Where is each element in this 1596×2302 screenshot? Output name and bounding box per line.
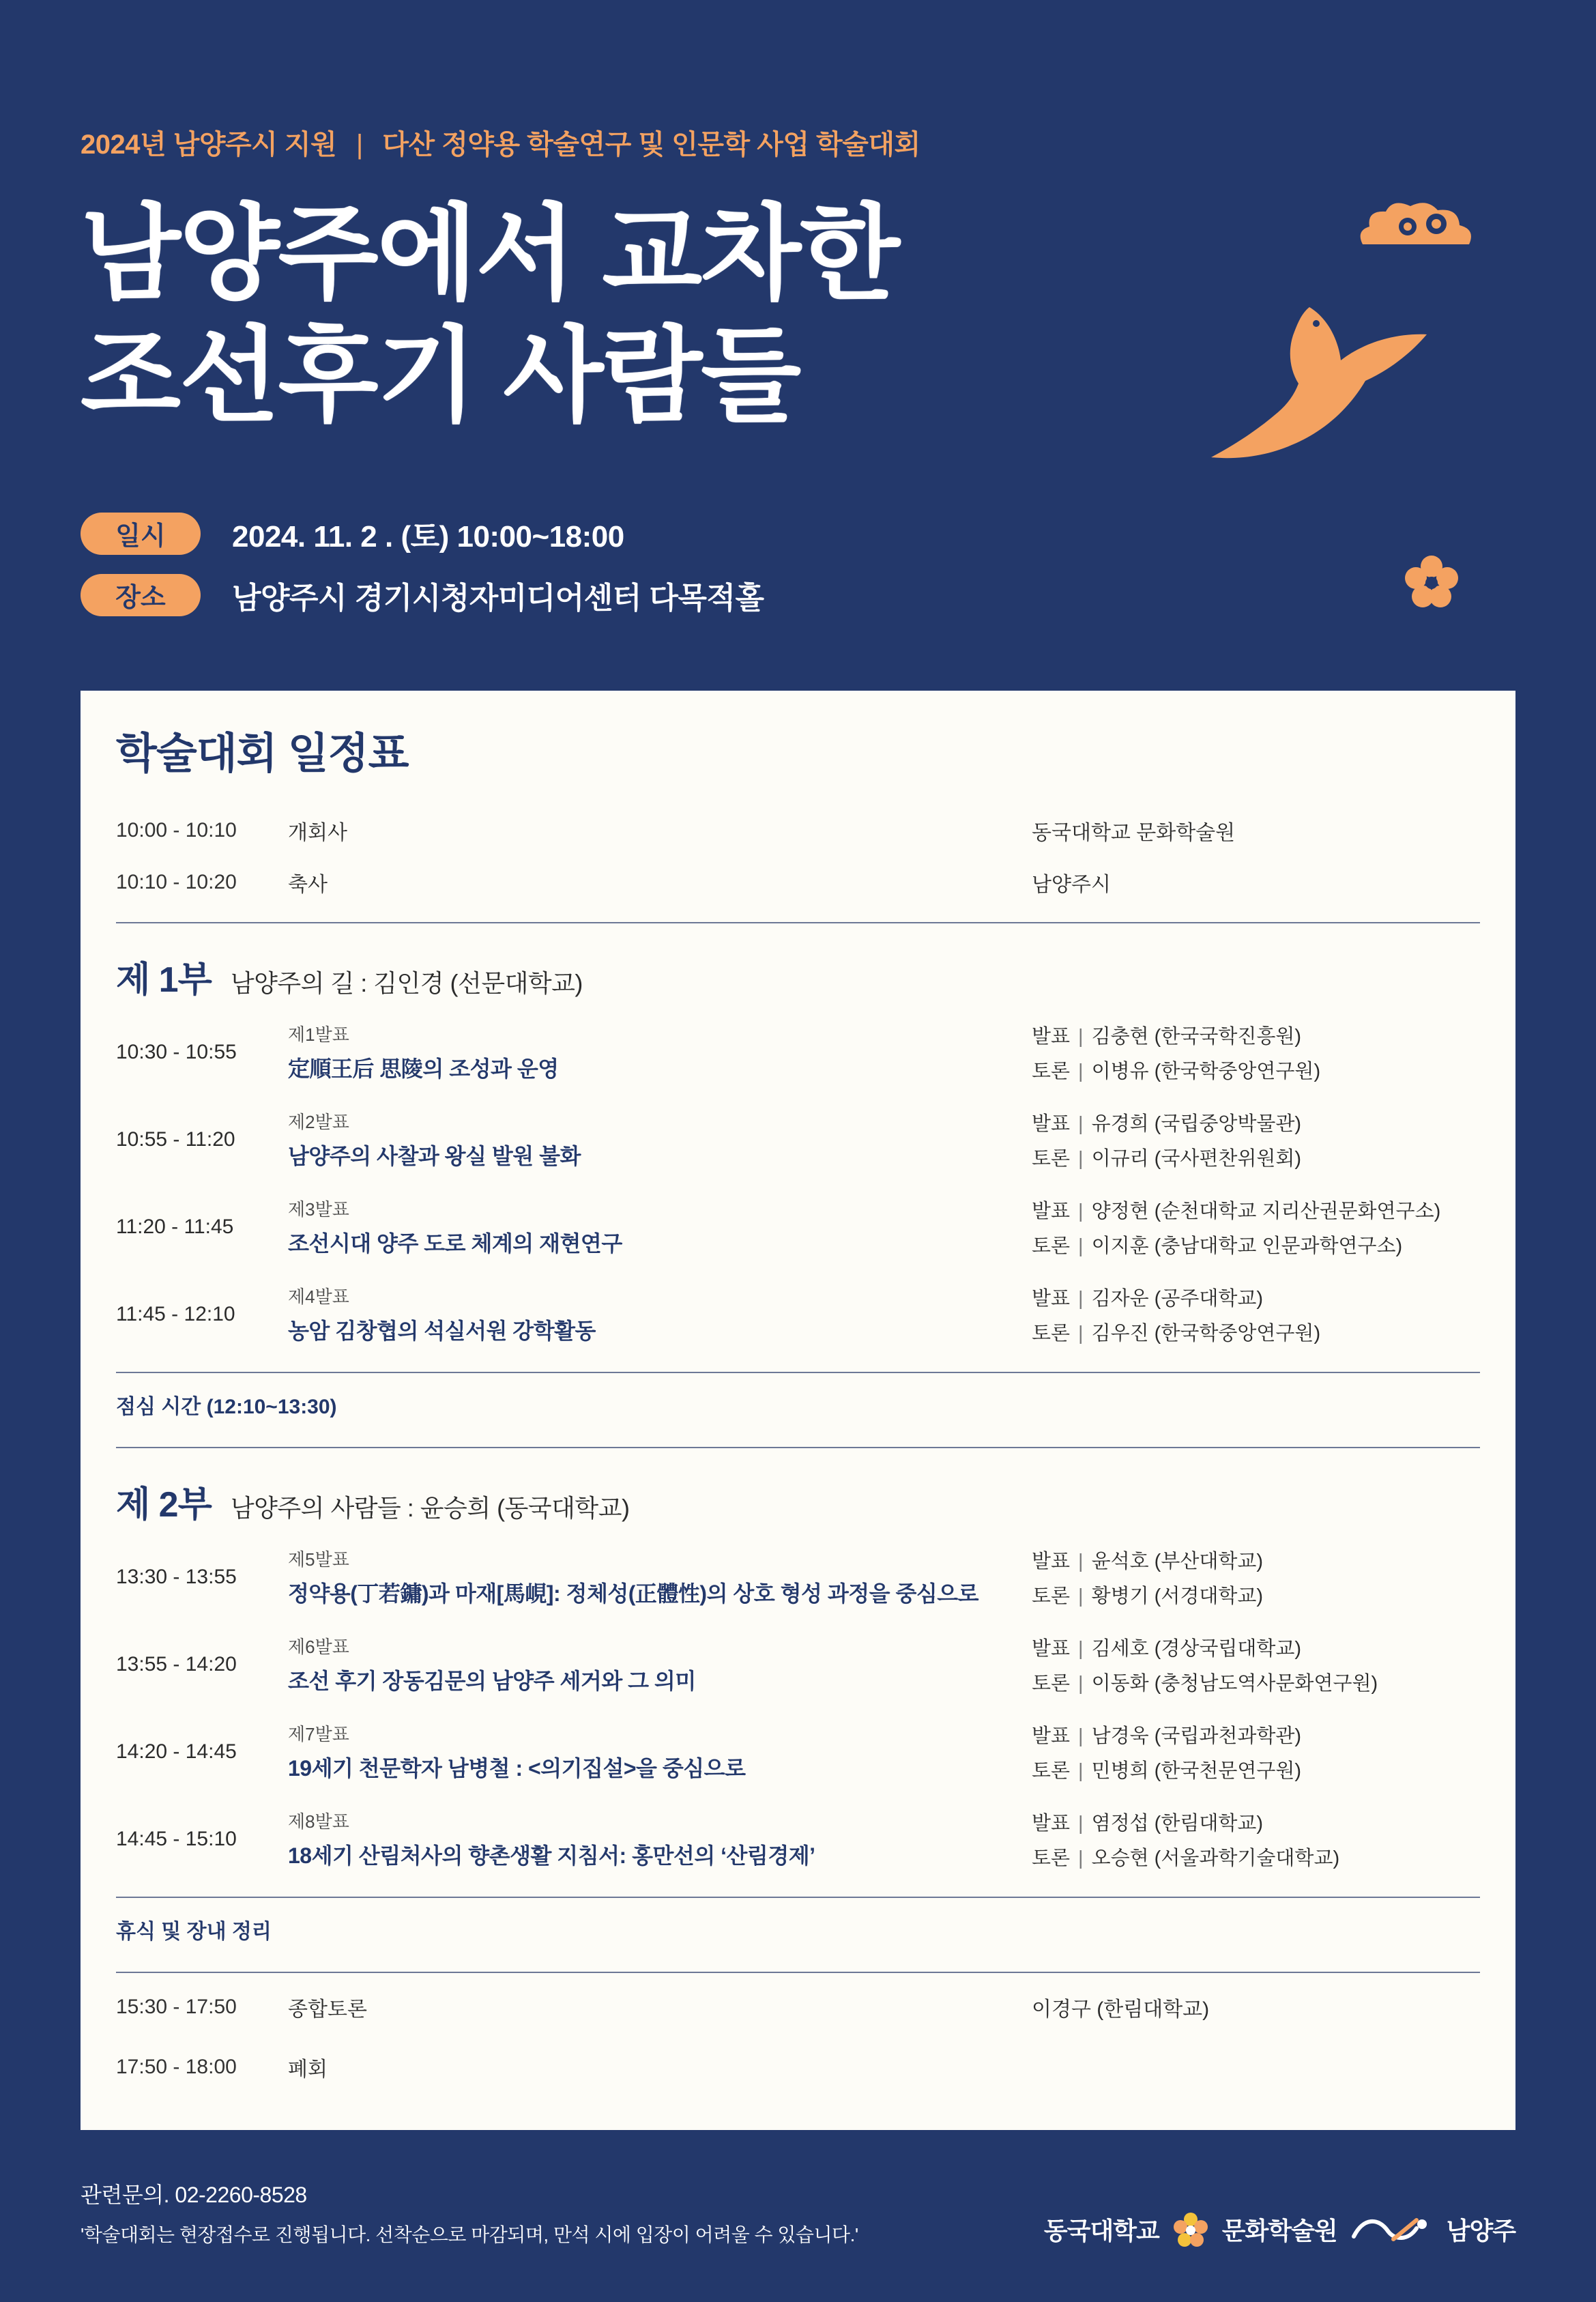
table-row bbox=[111, 805, 1485, 857]
presenter-role: 발표 bbox=[1032, 1637, 1071, 1660]
blossom-icon bbox=[1402, 553, 1461, 612]
row-time: 15:30 - 17:50 bbox=[116, 1995, 237, 2018]
table-row bbox=[111, 857, 1485, 908]
discussant-name: 오승현 (서울과학기술대학교) bbox=[1091, 1847, 1340, 1869]
session-discussant bbox=[1032, 1668, 1480, 1696]
session-row bbox=[111, 1621, 1485, 1708]
row-what: 개회사 bbox=[288, 821, 347, 844]
session-topic: 조선 후기 장동김문의 남양주 세거와 그 의미 bbox=[288, 1669, 696, 1694]
session-time: 11:20 - 11:45 bbox=[116, 1215, 234, 1238]
discussant-role: 토론 bbox=[1032, 1847, 1071, 1869]
session-time: 14:20 - 14:45 bbox=[116, 1740, 237, 1763]
session-presenter bbox=[1032, 1633, 1480, 1661]
session-topic: 19세기 천문학자 남병철 : <의기집설>을 중심으로 bbox=[288, 1756, 746, 1781]
part-1-number: 제 1부 bbox=[116, 960, 212, 1000]
event-kicker bbox=[81, 0, 1515, 162]
logo-city: 남양주 bbox=[1446, 2217, 1515, 2245]
discussant-name: 민병희 (한국천문연구원) bbox=[1091, 1759, 1302, 1782]
place-label-badge: 장소 bbox=[81, 574, 201, 616]
schedule-title: 학술대회 일정표 bbox=[116, 730, 409, 777]
schedule-header bbox=[111, 691, 1485, 805]
presenter-name: 유경희 (국립중앙박물관) bbox=[1091, 1112, 1302, 1135]
session-row bbox=[111, 1796, 1485, 1883]
sep: | bbox=[1078, 1847, 1084, 1869]
session-number: 제3발표 bbox=[288, 1199, 349, 1220]
session-row bbox=[111, 1096, 1485, 1183]
sep: | bbox=[1078, 1725, 1084, 1747]
title-line-2: 조선후기 사람들 bbox=[81, 318, 800, 435]
sep: | bbox=[1078, 1812, 1084, 1835]
session-row bbox=[111, 1271, 1485, 1358]
kicker-left: 2024년 남양주시 지원 bbox=[81, 130, 337, 160]
logo-university: 동국대학교 bbox=[1043, 2217, 1159, 2245]
cloud-icon bbox=[1356, 197, 1479, 258]
sep: | bbox=[1078, 1235, 1084, 1257]
footer-disclaimer: '학술대회는 현장접수로 진행됩니다. 선착순으로 마감되며, 만석 시에 입장이 어려울 수 있습니다.' bbox=[81, 2224, 858, 2245]
presenter-role: 발표 bbox=[1032, 1200, 1071, 1222]
presenter-name: 김세호 (경상국립대학교) bbox=[1091, 1637, 1302, 1660]
session-row bbox=[111, 1708, 1485, 1796]
sep: | bbox=[1078, 1060, 1084, 1082]
row-who: 남양주시 bbox=[1032, 873, 1111, 896]
info-row-date bbox=[81, 512, 1515, 556]
presenter-name: 염정섭 (한림대학교) bbox=[1091, 1812, 1264, 1835]
row-time: 10:10 - 10:20 bbox=[116, 870, 237, 893]
discussant-name: 김우진 (한국학중앙연구원) bbox=[1091, 1322, 1321, 1344]
discussant-role: 토론 bbox=[1032, 1060, 1071, 1082]
row-time: 10:00 - 10:10 bbox=[116, 818, 237, 841]
discussant-role: 토론 bbox=[1032, 1235, 1071, 1257]
presenter-name: 윤석호 (부산대학교) bbox=[1091, 1550, 1264, 1572]
session-discussant bbox=[1032, 1843, 1480, 1871]
session-number: 제8발표 bbox=[288, 1811, 349, 1832]
discussant-role: 토론 bbox=[1032, 1322, 1071, 1344]
presenter-name: 김충현 (한국국학진흥원) bbox=[1091, 1025, 1302, 1048]
sep: | bbox=[1078, 1759, 1084, 1782]
sep: | bbox=[1078, 1672, 1084, 1695]
session-time: 13:55 - 14:20 bbox=[116, 1652, 237, 1675]
session-number: 제7발표 bbox=[288, 1724, 349, 1745]
session-row bbox=[111, 1534, 1485, 1621]
sep: | bbox=[1078, 1550, 1084, 1572]
presenter-role: 발표 bbox=[1032, 1550, 1071, 1572]
session-time: 10:30 - 10:55 bbox=[116, 1040, 237, 1063]
info-row-place bbox=[81, 573, 1515, 617]
sep: | bbox=[1078, 1637, 1084, 1660]
row-who: 이경구 (한림대학교) bbox=[1032, 1998, 1210, 2021]
session-topic: 조선시대 양주 도로 체계의 재현연구 bbox=[288, 1231, 622, 1256]
session-presenter bbox=[1032, 1283, 1480, 1311]
session-topic: 농암 김창협의 석실서원 강학활동 bbox=[288, 1319, 596, 1344]
sep: | bbox=[1078, 1287, 1084, 1310]
place-value: 남양주시 경기시청자미디어센터 다목적홀 bbox=[232, 581, 764, 615]
session-presenter bbox=[1032, 1721, 1480, 1749]
title-line-1: 남양주에서 교차한 bbox=[81, 196, 899, 312]
contact-info: 관련문의. 02-2260-8528 bbox=[81, 2182, 307, 2207]
session-number: 제4발표 bbox=[288, 1286, 349, 1308]
discussant-name: 이지훈 (충남대학교 인문과학연구소) bbox=[1091, 1235, 1403, 1257]
session-discussant bbox=[1032, 1581, 1480, 1609]
presenter-role: 발표 bbox=[1032, 1725, 1071, 1747]
discussant-role: 토론 bbox=[1032, 1672, 1071, 1695]
part-2-number: 제 2부 bbox=[116, 1484, 212, 1525]
city-logo-mark-icon bbox=[1351, 2213, 1433, 2246]
session-presenter bbox=[1032, 1108, 1480, 1136]
session-topic: 남양주의 사찰과 왕실 발원 불화 bbox=[288, 1144, 581, 1169]
session-discussant bbox=[1032, 1231, 1480, 1258]
session-discussant bbox=[1032, 1318, 1480, 1346]
session-row bbox=[111, 1183, 1485, 1271]
session-presenter bbox=[1032, 1546, 1480, 1574]
session-topic: 정약용(丁若鏞)과 마재[馬峴]: 정체성(正體性)의 상호 형성 과정을 중심으로 bbox=[288, 1581, 979, 1607]
discussant-role: 토론 bbox=[1032, 1759, 1071, 1782]
discussant-name: 이동화 (충청남도역사문화연구원) bbox=[1091, 1672, 1378, 1695]
session-topic: 18세기 산림처사의 향촌생활 지침서: 홍만선의 ‘산림경제’ bbox=[288, 1843, 815, 1869]
discussant-role: 토론 bbox=[1032, 1585, 1071, 1607]
discussant-name: 황병기 (서경대학교) bbox=[1091, 1585, 1264, 1607]
presenter-name: 남경욱 (국립과천과학관) bbox=[1091, 1725, 1302, 1747]
sep: | bbox=[1078, 1147, 1084, 1170]
session-time: 11:45 - 12:10 bbox=[116, 1302, 235, 1325]
presenter-role: 발표 bbox=[1032, 1812, 1071, 1835]
date-value: 2024. 11. 2 . (토) 10:00~18:00 bbox=[232, 519, 624, 553]
presenter-name: 양정현 (순천대학교 지리산권문화연구소) bbox=[1091, 1200, 1441, 1222]
sep: | bbox=[1078, 1112, 1084, 1135]
flower-logo-icon bbox=[1173, 2212, 1208, 2247]
session-time: 14:45 - 15:10 bbox=[116, 1827, 237, 1850]
break-row: 휴식 및 장내 정리 bbox=[116, 1920, 272, 1943]
session-presenter bbox=[1032, 1196, 1480, 1224]
sep: | bbox=[1078, 1025, 1084, 1048]
footer bbox=[81, 2178, 1515, 2302]
row-time: 17:50 - 18:00 bbox=[116, 2055, 237, 2078]
row-what: 종합토론 bbox=[288, 1998, 367, 2021]
row-what: 폐회 bbox=[288, 2058, 328, 2081]
discussant-name: 이병유 (한국학중앙연구원) bbox=[1091, 1060, 1321, 1082]
part-2-subtitle: 남양주의 사람들 : 윤승희 (동국대학교) bbox=[230, 1493, 630, 1522]
kicker-divider: | bbox=[356, 130, 363, 160]
session-time: 10:55 - 11:20 bbox=[116, 1127, 235, 1151]
session-number: 제6발표 bbox=[288, 1637, 349, 1658]
session-discussant bbox=[1032, 1143, 1480, 1171]
sep: | bbox=[1078, 1585, 1084, 1607]
session-row bbox=[111, 1009, 1485, 1096]
session-number: 제2발표 bbox=[288, 1112, 349, 1133]
session-time: 13:30 - 13:55 bbox=[116, 1565, 237, 1588]
row-who: 동국대학교 문화학술원 bbox=[1032, 821, 1236, 844]
row-what: 축사 bbox=[288, 873, 328, 896]
session-topic: 定順王后 思陵의 조성과 운영 bbox=[288, 1056, 559, 1082]
table-row bbox=[111, 1973, 1485, 2033]
session-discussant bbox=[1032, 1056, 1480, 1084]
sep: | bbox=[1078, 1322, 1084, 1344]
discussant-role: 토론 bbox=[1032, 1147, 1071, 1170]
presenter-role: 발표 bbox=[1032, 1025, 1071, 1048]
logo-institute: 문화학술원 bbox=[1221, 2217, 1337, 2245]
crane-icon bbox=[1207, 293, 1432, 485]
sep: | bbox=[1078, 1200, 1084, 1222]
session-discussant bbox=[1032, 1755, 1480, 1783]
presenter-role: 발표 bbox=[1032, 1287, 1071, 1310]
date-label-badge: 일시 bbox=[81, 513, 201, 555]
session-presenter bbox=[1032, 1808, 1480, 1836]
session-number: 제1발표 bbox=[288, 1024, 349, 1046]
session-number: 제5발표 bbox=[288, 1549, 349, 1570]
event-info bbox=[81, 512, 1515, 617]
presenter-role: 발표 bbox=[1032, 1112, 1071, 1135]
session-presenter bbox=[1032, 1021, 1480, 1049]
part-1-subtitle: 남양주의 길 : 김인경 (선문대학교) bbox=[230, 968, 583, 997]
kicker-right: 다산 정약용 학술연구 및 인문학 사업 학술대회 bbox=[382, 130, 920, 160]
part-1-header bbox=[111, 923, 1485, 1009]
presenter-name: 김자운 (공주대학교) bbox=[1091, 1287, 1264, 1310]
discussant-name: 이규리 (국사편찬위원회) bbox=[1091, 1147, 1302, 1170]
table-row bbox=[111, 2033, 1485, 2093]
lunch-break-row: 점심 시간 (12:10~13:30) bbox=[116, 1395, 337, 1418]
part-2-header bbox=[111, 1448, 1485, 1534]
footer-logos bbox=[1044, 2212, 1515, 2247]
schedule-card bbox=[81, 691, 1515, 2130]
